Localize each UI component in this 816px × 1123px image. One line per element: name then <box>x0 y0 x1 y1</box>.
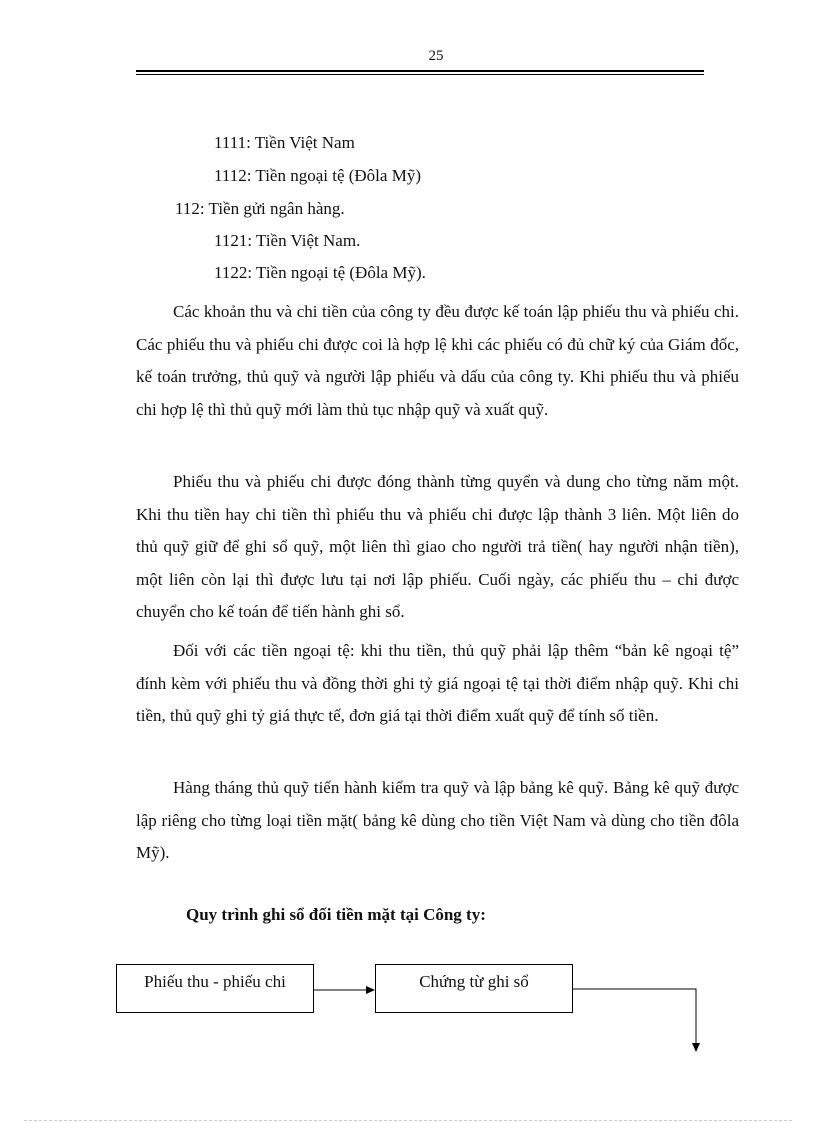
arrow-vouchers-down <box>573 989 696 1044</box>
paragraph-binding: Phiếu thu và phiếu chi được đóng thành từng quyển và dung cho từng năm một. Khi thu tiền hay chi tiền thì phiếu thu và phiếu chi được lập thành 3 liên. Một liên do thủ quỹ giữ để ghi sổ quỹ, một liên thì giao cho người trả tiền( hay người nhận tiền), một liên còn lại thì được lưu tại nơi lập phiếu. Cuối ngày, các phiếu thu – chi được chuyển cho kế toán để tiến hành ghi sổ. <box>136 472 739 622</box>
account-1121: 1121: Tiền Việt Nam. <box>214 231 361 250</box>
account-1122: 1122: Tiền ngoại tệ (Đôla Mỹ). <box>214 263 426 282</box>
paragraph-receipts: Các khoản thu và chi tiền của công ty đều được kế toán lập phiếu thu và phiếu chi. Các phiếu thu và phiếu chi được coi là hợp lệ khi các phiếu có đủ chữ ký của Giám đốc, kế toán trưởng, thủ quỹ và người lập phiếu và dấu của công ty. Khi phiếu thu và phiếu chi hợp lệ thì thủ quỹ mới làm thủ tục nhập quỹ và xuất quỹ. <box>136 302 739 419</box>
account-1112: 1112: Tiền ngoại tệ (Đôla Mỹ) <box>214 166 421 185</box>
header-rule-thin <box>136 74 704 75</box>
page-number: 25 <box>428 48 444 64</box>
section-heading: Quy trình ghi sổ đối tiền mặt tại Công ty: <box>186 905 486 924</box>
header-rule-thick <box>136 70 704 72</box>
arrowhead-right <box>366 986 375 994</box>
paragraph-monthly-check: Hàng tháng thủ quỹ tiến hành kiểm tra quỹ và lập bảng kê quỹ. Bảng kê quỹ được lập riêng cho từng loại tiền mặt( bảng kê dùng cho tiền Việt Nam và dùng cho tiền đôla Mỹ). <box>136 778 739 863</box>
account-112: 112: Tiền gửi ngân hàng. <box>175 199 345 218</box>
flow-box-vouchers: Chứng từ ghi sổ <box>375 964 573 1013</box>
arrowhead-down <box>692 1043 700 1052</box>
flow-box-receipts: Phiếu thu - phiếu chi <box>116 964 314 1013</box>
page-bottom-edge <box>24 1120 792 1121</box>
account-1111: 1111: Tiền Việt Nam <box>214 133 355 152</box>
paragraph-foreign-currency: Đối với các tiền ngoại tệ: khi thu tiền, thủ quỹ phải lập thêm “bản kê ngoại tệ” đính kèm với phiếu thu và đồng thời ghi tỷ giá ngoại tệ tại thời điểm nhập quỹ. Khi chi tiền, thủ quỹ ghi tỷ giá thực tế, đơn giá tại thời điểm xuất quỹ để tính số tiền. <box>136 641 739 726</box>
